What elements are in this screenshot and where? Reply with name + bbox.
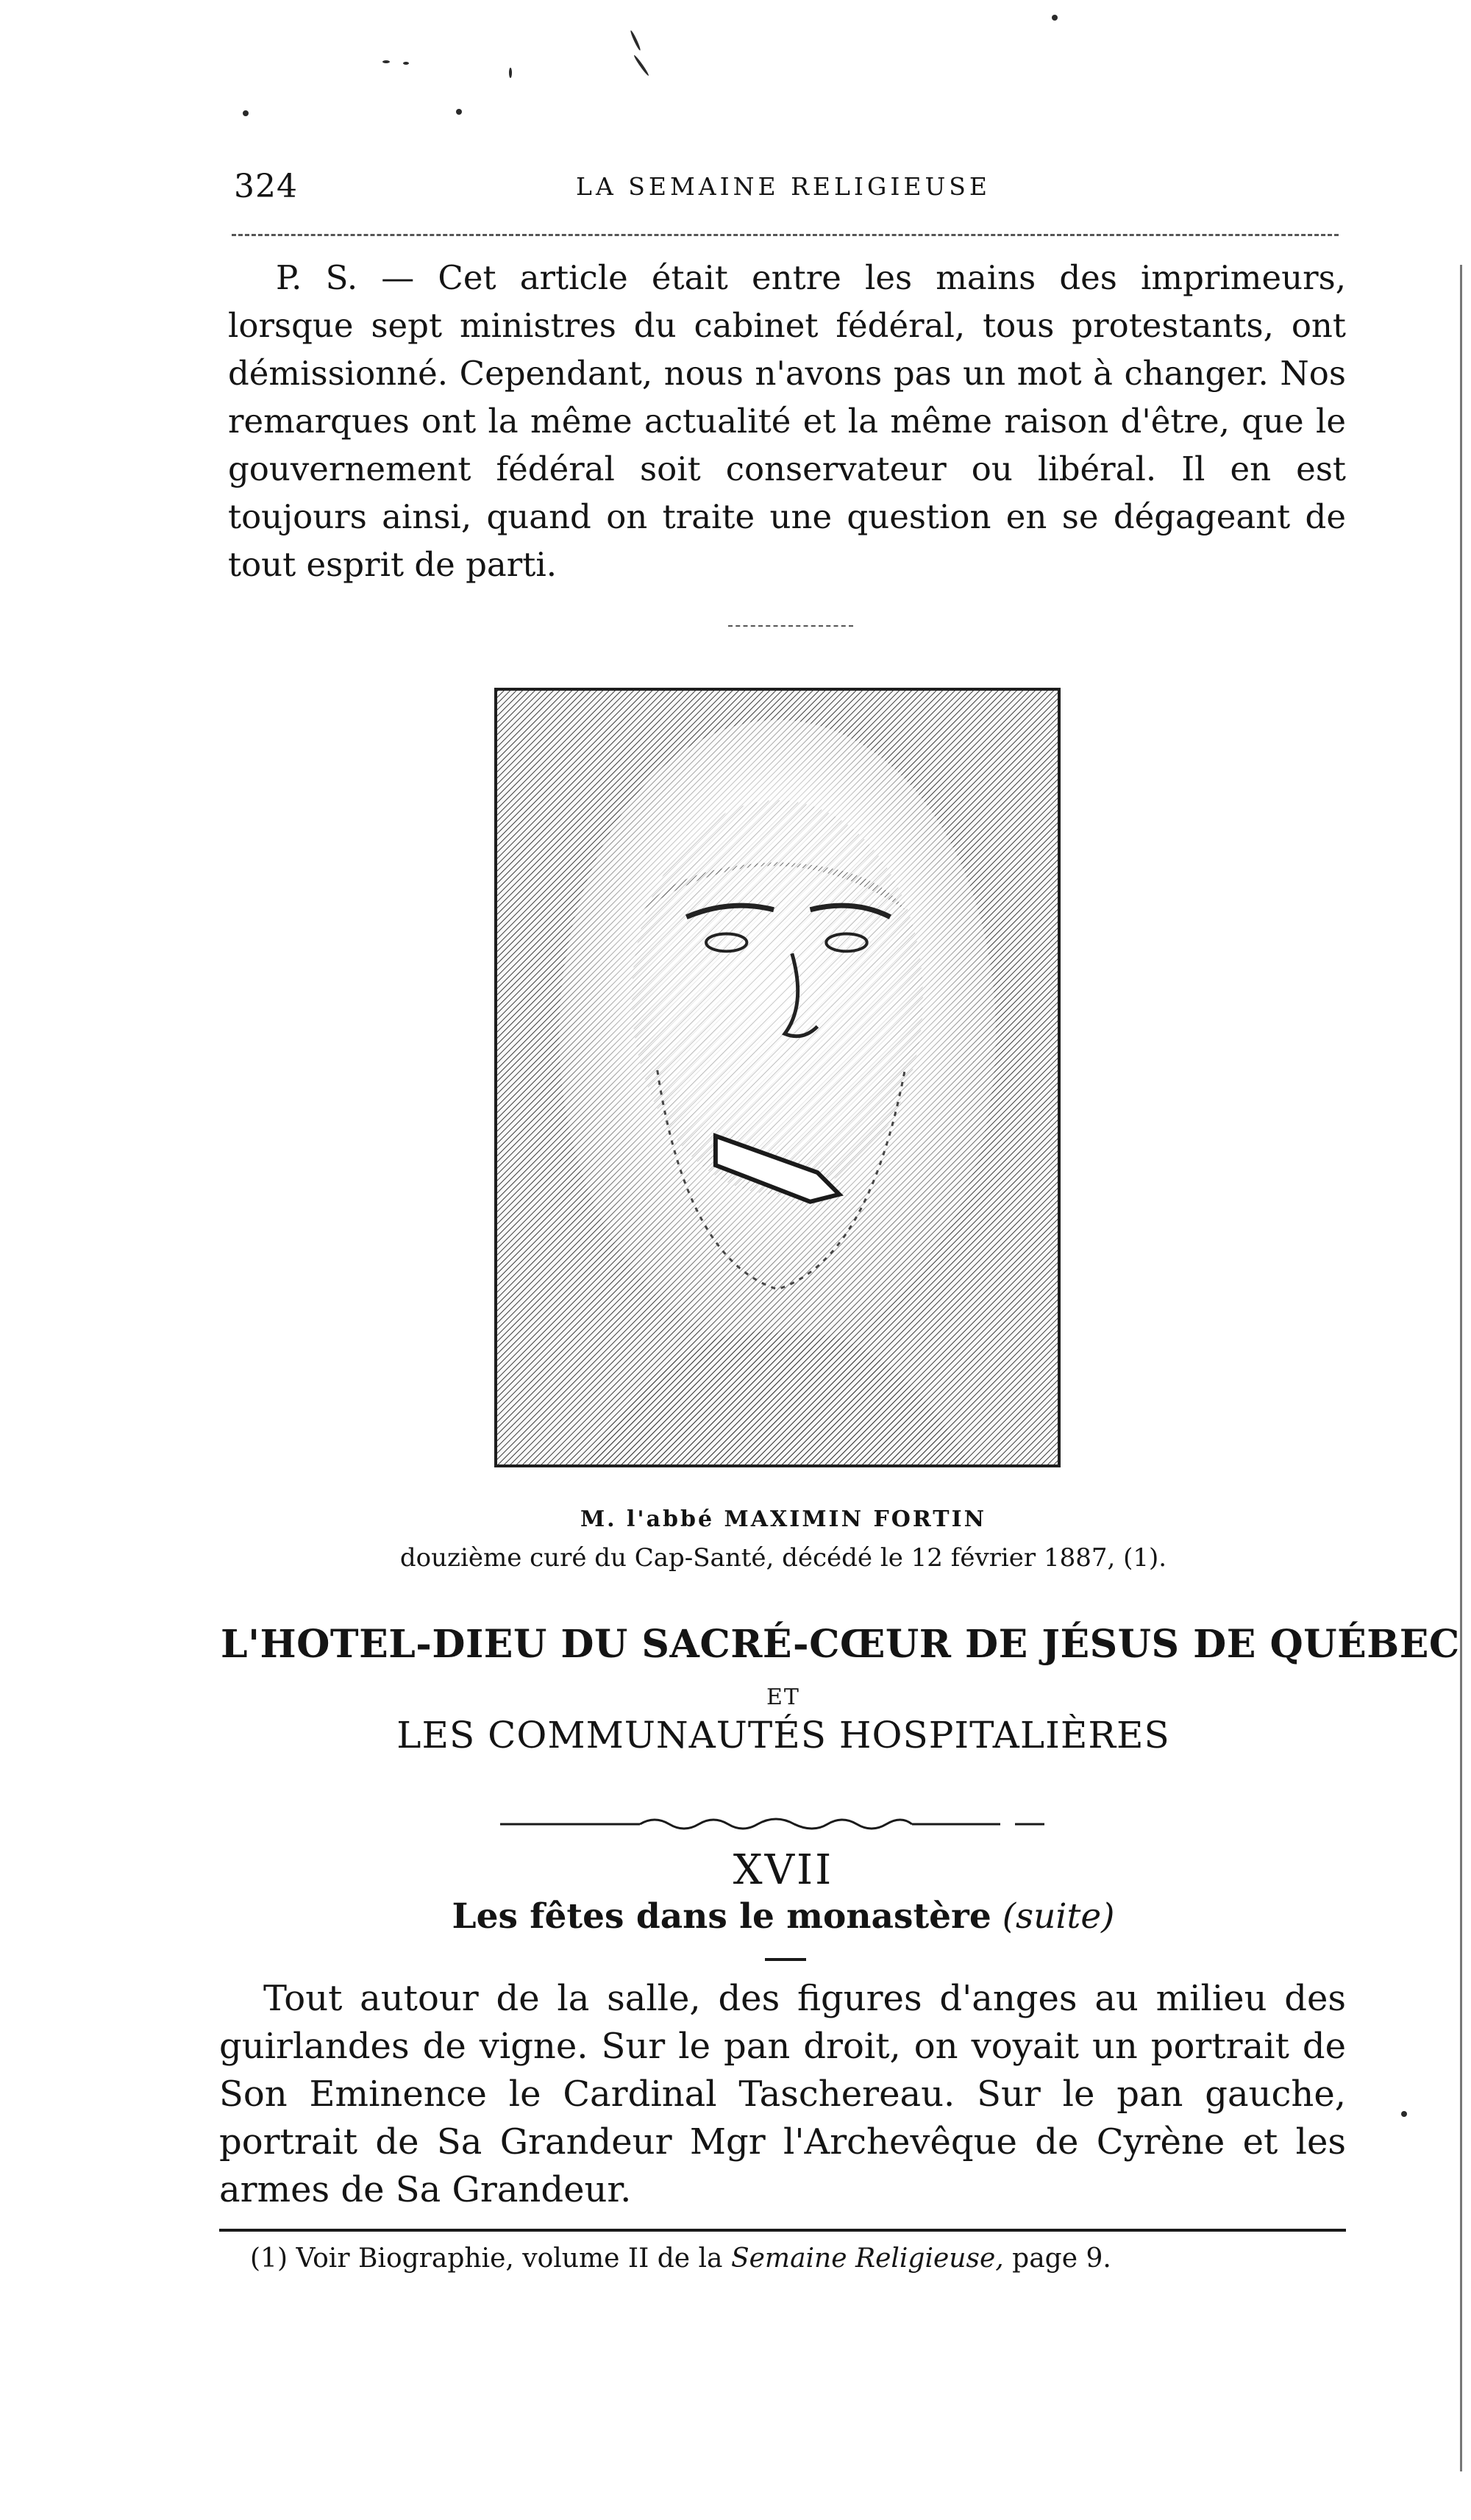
chapter-rule (765, 1958, 806, 1961)
footnote-rule (219, 2229, 1346, 2232)
portrait-engraving (494, 688, 1061, 1467)
chapter-number: XVII (733, 1846, 834, 1894)
chapter-title (221, 1896, 1346, 1937)
portrait-caption-description: douzième curé du Cap-Santé, décédé le 12 février 1887, (1). (399, 1543, 1167, 1573)
section-title-conjunction: ET (766, 1684, 800, 1710)
running-title: LA SEMAINE RELIGIEUSE (576, 172, 991, 201)
running-header (221, 168, 1346, 212)
footnote-suffix: page 9. (1003, 2243, 1111, 2274)
ornamental-rule (500, 1809, 1052, 1839)
chapter-title-text: Les fêtes dans le monastère (452, 1896, 991, 1937)
scan-edge (1460, 265, 1462, 2471)
postscript-paragraph: P. S. — Cet article était entre les mains des imprimeurs, lorsque sept ministres du cabinet fédéral, tous protestants, ont démissionné. Cependant, nous n'avons pas un mot à changer. Nos remarques ont la même actualité et la même raison d'être, que le gouvernement fédéral soit conservateur ou libéral. Il en est toujours ainsi, quand on traite une question en se dégageant de tout esprit de parti. (228, 258, 1346, 584)
portrait-caption-name: M. l'abbé MAXIMIN FORTIN (580, 1506, 987, 1532)
footnote-prefix: (1) Voir Biographie, volume II de la (250, 2243, 731, 2274)
chapter-title-suffix: (suite) (1002, 1896, 1115, 1937)
separator-dashes (728, 625, 853, 627)
body-paragraph: Tout autour de la salle, des figures d'anges au milieu des guirlandes de vigne. Sur le pan droit, on voyait un portrait de Son Eminence le Cardinal Taschereau. Sur le pan gauche, portrait de Sa Grandeur Mgr l'Archevêque de Cyrène et les armes de Sa Grandeur. (219, 1978, 1346, 2210)
page-number: 324 (234, 168, 298, 205)
portrait-image (497, 691, 1058, 1464)
section-title: L'HOTEL-DIEU DU SACRÉ-CŒUR DE JÉSUS DE QUÉBEC (221, 1622, 1460, 1667)
section-subtitle: LES COMMUNAUTÉS HOSPITALIÈRES (396, 1714, 1170, 1756)
header-rule (232, 234, 1339, 236)
footnote-publication: Semaine Religieuse, (730, 2243, 1004, 2274)
footnote (250, 2243, 1346, 2274)
